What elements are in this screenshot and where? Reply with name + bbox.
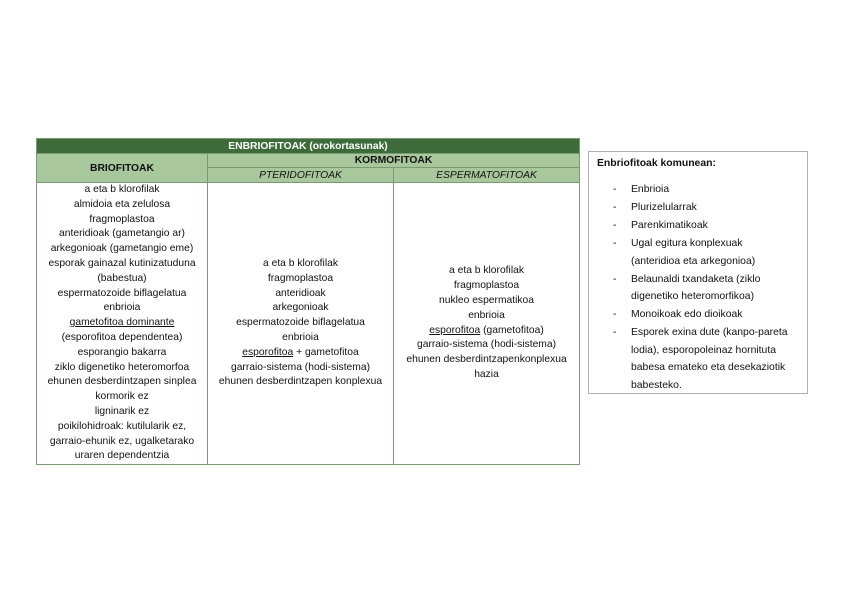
cell-line: almidoia eta zelulosa [73,198,171,210]
cell-line: anteridioak (gametangio ar) [59,228,185,240]
list-item: - Monoikoak edo dioikoak [613,309,743,320]
cell-line: enbrioia [103,302,141,314]
header-espermatofitoak: ESPERMATOFITOAK [394,168,580,183]
header-pteridofitoak: PTERIDOFITOAK [208,168,394,183]
cell-line: ligninarik ez [94,405,150,417]
cell-line: (esporofitoa dependentea) [61,331,183,343]
cell-line: garraio-ehunik ez, ugalketarako [49,435,195,447]
cell-line: fragmoplastoa [267,272,334,284]
cell-line: a eta b klorofilak [263,257,338,269]
cell-line: esporangio bakarra [77,346,167,358]
cell-line: anteridioak [275,287,326,299]
common-traits-list [613,181,793,395]
cell-line: garraio-sistema (hodi-sistema) [416,339,557,351]
pteridofitoak-cell [208,183,394,465]
cell-line: garraio-sistema (hodi-sistema) [230,361,371,373]
common-traits-box [588,151,808,394]
cell-line: ehunen desberdintzapen konplexua [218,376,383,388]
cell-line: hazia [474,368,499,380]
cell-line: fragmoplastoa [453,280,520,292]
list-item: - Ugal egitura konplexuak (anteridioa eta arkegonioa) [613,238,756,267]
cell-line: (babestua) [97,272,147,284]
briofitoak-cell [37,183,208,465]
cell-line: esporofitoa (gametofitoa) [429,324,544,336]
cell-line: ziklo digenetiko heteromorfoa [54,361,190,373]
cell-line: fragmoplastoa [89,213,155,225]
header-briofitoak: BRIOFITOAK [37,154,208,183]
cell-line: gametofitoa dominante [69,317,175,329]
cell-line: arkegonioak [272,302,329,314]
cell-line: kormorik ez [95,391,149,403]
list-item: - Parenkimatikoak [613,220,708,231]
underlined-term: esporofitoa [429,324,481,336]
list-item: - Plurizelularrak [613,202,697,213]
list-item: - Enbrioia [613,184,670,195]
cell-line: uraren dependentzia [74,450,170,462]
enbriofitoak-table [36,138,580,465]
common-traits-title: Enbriofitoak komunean: [597,158,716,169]
cell-line: enbrioia [282,331,319,343]
cell-line: esporak gainazal kutinizatuduna [48,257,196,269]
list-item: - Esporek exina dute (kanpo-pareta lodia), esporopoleinaz hornituta babesa emateko eta desekaziotik babesteko. [613,327,788,391]
cell-line: poikilohidroak: kutilularik ez, [57,420,187,432]
table-title: ENBRIOFITOAK (orokortasunak) [37,139,580,154]
cell-line: a eta b klorofilak [84,184,160,195]
cell-line: arkegonioak (gametangio eme) [50,243,194,255]
header-kormofitoak: KORMOFITOAK [208,154,580,168]
cell-line: a eta b klorofilak [449,265,524,277]
cell-line: esporofitoa + gametofitoa [242,346,359,358]
cell-line: enbrioia [468,309,505,321]
list-item: - Belaunaldi txandaketa (ziklo digenetiko heteromorfikoa) [613,273,761,302]
espermatofitoak-cell [394,183,580,465]
underlined-term: esporofitoa [242,346,294,358]
cell-line: espermatozoide biflagelatua [57,287,187,299]
cell-line: espermatozoide biflagelatua [236,317,365,329]
cell-line: ehunen desberdintzapenkonplexua [406,354,567,366]
cell-line: ehunen desberdintzapen sinplea [47,376,197,388]
cell-line: nukleo espermatikoa [439,294,535,306]
